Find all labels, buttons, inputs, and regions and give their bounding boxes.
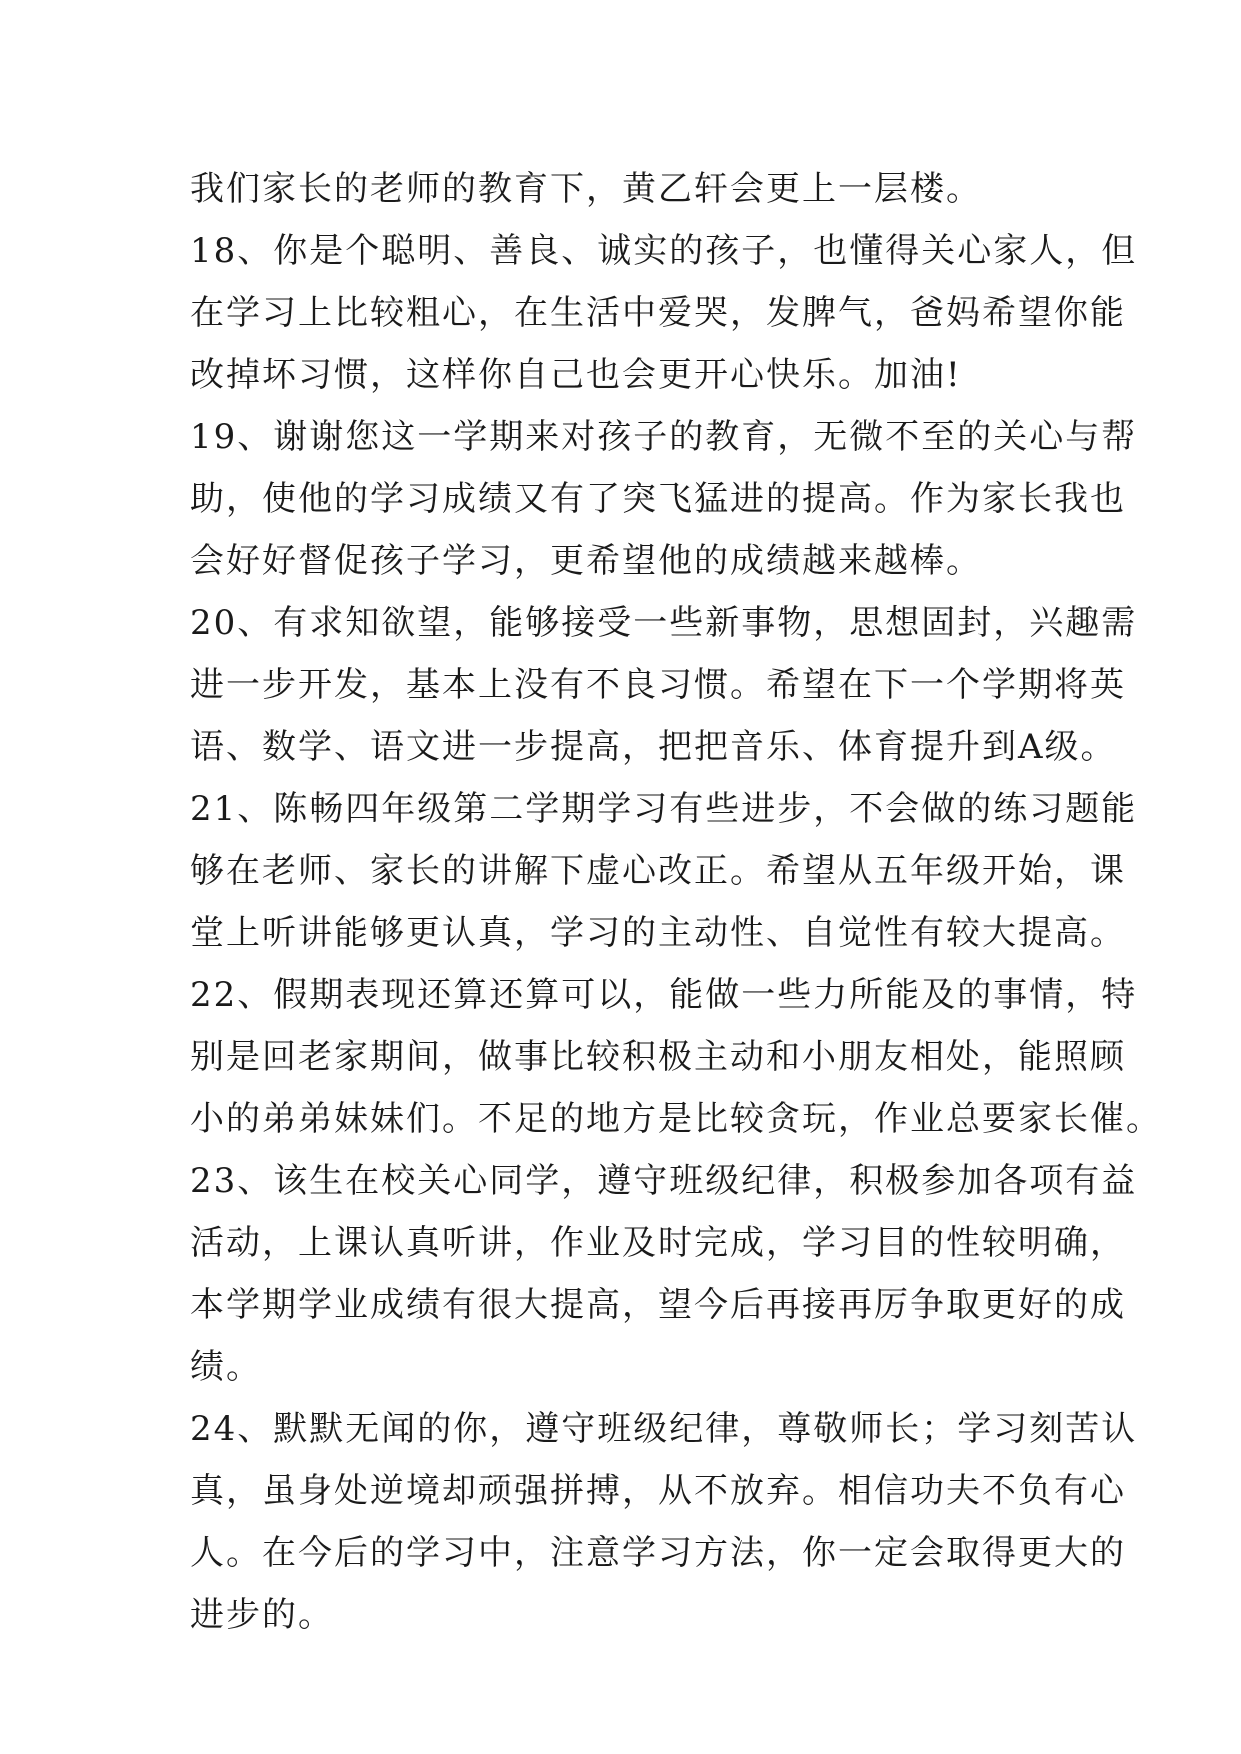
text-line: 23、该生在校关心同学，遵守班级纪律，积极参加各项有益 xyxy=(190,1161,1138,1201)
text-line: 助，使他的学习成绩又有了突飞猛进的提高。作为家长我也 xyxy=(190,479,1126,519)
text-line: 堂上听讲能够更认真，学习的主动性、自觉性有较大提高。 xyxy=(190,913,1126,953)
text-line: 绩。 xyxy=(190,1347,262,1387)
text-line: 人。在今后的学习中，注意学习方法，你一定会取得更大的 xyxy=(190,1533,1126,1573)
text-line: 24、默默无闻的你，遵守班级纪律，尊敬师长；学习刻苦认 xyxy=(190,1409,1138,1449)
text-line: 18、你是个聪明、善良、诚实的孩子，也懂得关心家人，但 xyxy=(190,231,1138,271)
body-text xyxy=(190,158,1162,1646)
text-line: 够在老师、家长的讲解下虚心改正。希望从五年级开始，课 xyxy=(190,851,1126,891)
text-line: 进步的。 xyxy=(190,1595,334,1635)
text-line: 活动，上课认真听讲，作业及时完成，学习目的性较明确， xyxy=(190,1223,1126,1263)
text-line: 小的弟弟妹妹们。不足的地方是比较贪玩，作业总要家长催。 xyxy=(190,1099,1162,1139)
text-line: 21、陈畅四年级第二学期学习有些进步，不会做的练习题能 xyxy=(190,789,1138,829)
text-line: 在学习上比较粗心，在生活中爱哭，发脾气，爸妈希望你能 xyxy=(190,293,1126,333)
text-line: 改掉坏习惯，这样你自己也会更开心快乐。加油! xyxy=(190,355,962,395)
text-line: 语、数学、语文进一步提高，把把音乐、体育提升到A级。 xyxy=(190,727,1117,767)
text-line: 会好好督促孩子学习，更希望他的成绩越来越棒。 xyxy=(190,541,982,581)
text-line: 19、谢谢您这一学期来对孩子的教育，无微不至的关心与帮 xyxy=(190,417,1138,457)
text-line: 本学期学业成绩有很大提高，望今后再接再厉争取更好的成 xyxy=(190,1285,1126,1325)
text-line: 20、有求知欲望，能够接受一些新事物，思想固封，兴趣需 xyxy=(190,603,1138,643)
text-line: 22、假期表现还算还算可以，能做一些力所能及的事情，特 xyxy=(190,975,1138,1015)
text-line: 别是回老家期间，做事比较积极主动和小朋友相处，能照顾 xyxy=(190,1037,1126,1077)
text-line: 我们家长的老师的教育下，黄乙轩会更上一层楼。 xyxy=(190,169,982,209)
text-line: 进一步开发，基本上没有不良习惯。希望在下一个学期将英 xyxy=(190,665,1126,705)
text-line: 真，虽身处逆境却顽强拼搏，从不放弃。相信功夫不负有心 xyxy=(190,1471,1126,1511)
